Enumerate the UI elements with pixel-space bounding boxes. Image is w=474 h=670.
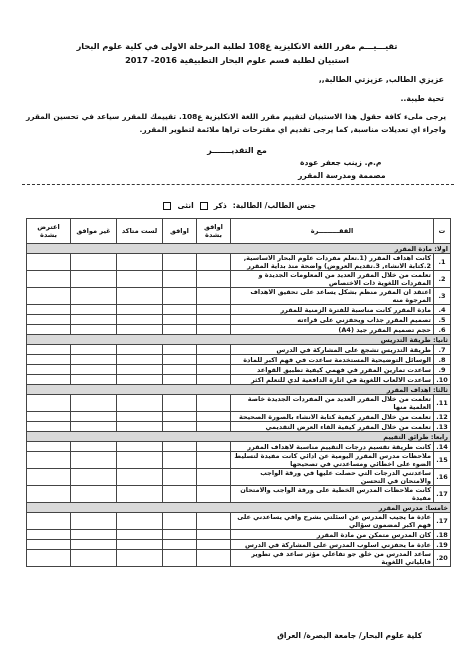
answer-cell-neutral[interactable] (117, 315, 163, 325)
question-row (27, 315, 451, 325)
answer-cell-neutral[interactable] (117, 288, 163, 305)
answer-cell-agree[interactable] (163, 355, 197, 365)
question-row (27, 422, 451, 432)
question-number: 18. (434, 530, 451, 540)
header-strongly-agree: اوافق بشدة (197, 219, 231, 244)
question-text: تعلمت من خلال المقرر العديد من المفردات الجديدة خاصة العلمية منها (231, 395, 434, 412)
answer-cell-disagree[interactable] (71, 271, 117, 288)
header-item: الفقـــــــــرة (231, 219, 434, 244)
answer-cell-strongly-agree[interactable] (197, 365, 231, 375)
question-number: 9. (434, 365, 451, 375)
answer-cell-strongly-agree[interactable] (197, 530, 231, 540)
answer-cell-strongly-disagree[interactable] (27, 422, 71, 432)
gender-female-checkbox[interactable] (163, 202, 171, 210)
answer-cell-neutral[interactable] (117, 345, 163, 355)
answer-cell-disagree[interactable] (71, 288, 117, 305)
question-text: كانت ملاحظات المدرس الخطية على ورقة الواجب والامتحان مفيدة (231, 486, 434, 503)
section-row (27, 385, 451, 395)
answer-cell-neutral[interactable] (117, 530, 163, 540)
section-title: اولا: مادة المقرر (27, 244, 451, 254)
answer-cell-strongly-disagree[interactable] (27, 412, 71, 422)
question-row (27, 452, 451, 469)
header-strongly-disagree: اعترض بشدة (27, 219, 71, 244)
answer-cell-neutral[interactable] (117, 412, 163, 422)
answer-cell-neutral[interactable] (117, 395, 163, 412)
answer-cell-strongly-agree[interactable] (197, 412, 231, 422)
question-text: ساعدت الالعاب اللغوية في اثارة الدافعية لدي للتعلم اكثر (231, 375, 434, 385)
answer-cell-strongly-disagree[interactable] (27, 345, 71, 355)
answer-cell-agree[interactable] (163, 254, 197, 271)
answer-cell-disagree[interactable] (71, 540, 117, 550)
question-number: 16. (434, 469, 451, 486)
answer-cell-strongly-agree[interactable] (197, 271, 231, 288)
title-line-1: تقيـــيـــم مقرر اللغة الانكليزية ع108 لطلبة المرحلة الاولى في كلية علوم البحار (76, 41, 398, 51)
question-row (27, 469, 451, 486)
answer-cell-disagree[interactable] (71, 395, 117, 412)
answer-cell-disagree[interactable] (71, 412, 117, 422)
survey-table (26, 218, 451, 567)
question-number: 17. (434, 513, 451, 530)
answer-cell-strongly-disagree[interactable] (27, 550, 71, 567)
question-text: كانت طريقة تقسيم درجات التقييم مناسبة لاهداف المقرر (231, 442, 434, 452)
question-text: ملاحظات مدرس المقرر اليومية عن ادائي كانت مفيدة لتسليط الضوء على اخطائي ومساعدتي في تصحيحها (231, 452, 434, 469)
answer-cell-disagree[interactable] (71, 315, 117, 325)
answer-cell-strongly-agree[interactable] (197, 305, 231, 315)
section-row (27, 244, 451, 254)
question-number: 5. (434, 315, 451, 325)
question-row (27, 442, 451, 452)
question-text: ساعدتني الدرجات التي حصلت عليها في ورقة الواجب والامتحان في التحسن (231, 469, 434, 486)
section-row (27, 432, 451, 442)
answer-cell-strongly-disagree[interactable] (27, 530, 71, 540)
answer-cell-agree[interactable] (163, 513, 197, 530)
question-text: طريقة التدريس تشجع على المشاركة في الدرس (231, 345, 434, 355)
question-text: الوسائل التوضيحية المستخدمة ساعدت في فهم اكبر للمادة (231, 355, 434, 365)
title-line-2: استبيان لطلبة قسم علوم البحار التطبيقية 2016- 2017 (125, 55, 349, 65)
answer-cell-neutral[interactable] (117, 550, 163, 567)
question-text: عادة ما يحفزني اسلوب المدرس على المشاركة في الدرس (231, 540, 434, 550)
signature-role: مصممة ومدرسة المقرر (298, 171, 386, 180)
question-text: تعلمت من خلال المقرر كيفية القاء العرض التقديمي (231, 422, 434, 432)
answer-cell-neutral[interactable] (117, 254, 163, 271)
answer-cell-agree[interactable] (163, 365, 197, 375)
answer-cell-disagree[interactable] (71, 355, 117, 365)
question-number: 10. (434, 375, 451, 385)
question-row (27, 288, 451, 305)
gender-selector (163, 201, 316, 210)
header-num: ت (434, 219, 451, 244)
answer-cell-disagree[interactable] (71, 469, 117, 486)
answer-cell-strongly-agree[interactable] (197, 288, 231, 305)
answer-cell-agree[interactable] (163, 412, 197, 422)
answer-cell-neutral[interactable] (117, 513, 163, 530)
question-number: 20. (434, 550, 451, 567)
answer-cell-strongly-disagree[interactable] (27, 254, 71, 271)
answer-cell-strongly-agree[interactable] (197, 486, 231, 503)
answer-cell-strongly-disagree[interactable] (27, 540, 71, 550)
question-row (27, 550, 451, 567)
answer-cell-neutral[interactable] (117, 365, 163, 375)
gender-label: جنس الطالب/ الطالبة: (232, 201, 316, 210)
greeting: عزيزي الطالب, عزيزتي الطالبة,, (318, 75, 444, 84)
section-row (27, 335, 451, 345)
survey-table-body (27, 244, 451, 567)
question-text: ساعدت تمارين المقرر في فهمي كيفية تطبيق القواعد (231, 365, 434, 375)
answer-cell-neutral[interactable] (117, 422, 163, 432)
answer-cell-agree[interactable] (163, 315, 197, 325)
answer-cell-strongly-disagree[interactable] (27, 375, 71, 385)
question-row (27, 254, 451, 271)
answer-cell-neutral[interactable] (117, 469, 163, 486)
question-text: اعتقد ان المقرر منظم بشكل يساعد على تحقيق الاهداف المرجوة منه (231, 288, 434, 305)
question-row (27, 530, 451, 540)
question-number: 1. (434, 254, 451, 271)
answer-cell-strongly-disagree[interactable] (27, 365, 71, 375)
question-number: 7. (434, 345, 451, 355)
question-number: 4. (434, 305, 451, 315)
answer-cell-agree[interactable] (163, 422, 197, 432)
answer-cell-agree[interactable] (163, 305, 197, 315)
answer-cell-strongly-disagree[interactable] (27, 325, 71, 335)
answer-cell-strongly-disagree[interactable] (27, 271, 71, 288)
answer-cell-strongly-agree[interactable] (197, 442, 231, 452)
answer-cell-disagree[interactable] (71, 550, 117, 567)
question-row (27, 355, 451, 365)
question-number: 12. (434, 412, 451, 422)
answer-cell-agree[interactable] (163, 345, 197, 355)
question-row (27, 395, 451, 412)
answer-cell-disagree[interactable] (71, 513, 117, 530)
answer-cell-disagree[interactable] (71, 486, 117, 503)
answer-cell-strongly-agree[interactable] (197, 375, 231, 385)
answer-cell-disagree[interactable] (71, 530, 117, 540)
question-text: تصميم المقرر جذاب ويحفزني على قراءته (231, 315, 434, 325)
answer-cell-strongly-agree[interactable] (197, 422, 231, 432)
answer-cell-neutral[interactable] (117, 271, 163, 288)
header-neutral: لست متاكد (117, 219, 163, 244)
section-title: ثالثا: اهداف المقرر (27, 385, 451, 395)
answer-cell-strongly-disagree[interactable] (27, 288, 71, 305)
question-number: 11. (434, 395, 451, 412)
answer-cell-strongly-disagree[interactable] (27, 442, 71, 452)
answer-cell-strongly-disagree[interactable] (27, 469, 71, 486)
answer-cell-disagree[interactable] (71, 452, 117, 469)
answer-cell-strongly-disagree[interactable] (27, 513, 71, 530)
signature-name: م.م. زينب جعفر عودة (300, 158, 382, 167)
question-text: حجم تصميم المقرر جيد (A4) (231, 325, 434, 335)
answer-cell-agree[interactable] (163, 395, 197, 412)
answer-cell-strongly-agree[interactable] (197, 395, 231, 412)
table-header-row (27, 219, 451, 244)
question-number: 17. (434, 486, 451, 503)
answer-cell-strongly-agree[interactable] (197, 315, 231, 325)
answer-cell-strongly-disagree[interactable] (27, 355, 71, 365)
thanks-line: مع التقديـــــــر (207, 146, 267, 155)
answer-cell-neutral[interactable] (117, 442, 163, 452)
question-row (27, 513, 451, 530)
answer-cell-strongly-disagree[interactable] (27, 486, 71, 503)
question-row (27, 365, 451, 375)
answer-cell-neutral[interactable] (117, 375, 163, 385)
question-number: 8. (434, 355, 451, 365)
answer-cell-agree[interactable] (163, 530, 197, 540)
question-text: كان المدرس متمكن من مادة المقرر (231, 530, 434, 540)
answer-cell-strongly-disagree[interactable] (27, 305, 71, 315)
question-number: 3. (434, 288, 451, 305)
gender-male-checkbox[interactable] (200, 202, 208, 210)
salutation: تحية طيبة.. (400, 94, 444, 103)
answer-cell-strongly-disagree[interactable] (27, 395, 71, 412)
document-title (40, 39, 434, 67)
answer-cell-neutral[interactable] (117, 486, 163, 503)
answer-cell-neutral[interactable] (117, 325, 163, 335)
answer-cell-agree[interactable] (163, 325, 197, 335)
section-title: خامسا: مدرس المقرر (27, 503, 451, 513)
answer-cell-disagree[interactable] (71, 345, 117, 355)
answer-cell-agree[interactable] (163, 469, 197, 486)
header-disagree: غير موافق (71, 219, 117, 244)
question-row (27, 375, 451, 385)
question-row (27, 305, 451, 315)
answer-cell-disagree[interactable] (71, 305, 117, 315)
section-title: ثانيا: طريقة التدريس (27, 335, 451, 345)
question-text: ساعد المدرس من خلق جو تفاعلي مؤثر ساعد في تطوير قابلياتي اللغوية (231, 550, 434, 567)
answer-cell-neutral[interactable] (117, 305, 163, 315)
gender-male-label: ذكر (213, 201, 227, 210)
answer-cell-strongly-agree[interactable] (197, 469, 231, 486)
answer-cell-neutral[interactable] (117, 452, 163, 469)
question-row (27, 412, 451, 422)
question-row (27, 325, 451, 335)
answer-cell-strongly-agree[interactable] (197, 452, 231, 469)
answer-cell-strongly-disagree[interactable] (27, 315, 71, 325)
answer-cell-strongly-agree[interactable] (197, 355, 231, 365)
question-text: مادة المقرر كانت مناسبة للفترة الزمنية للمقرر (231, 305, 434, 315)
answer-cell-agree[interactable] (163, 271, 197, 288)
question-text: عادة ما يجيب المدرس عن اسئلتي بشرح وافي يساعدني على فهم اكبر لمضمون سؤالي (231, 513, 434, 530)
question-row (27, 540, 451, 550)
answer-cell-agree[interactable] (163, 442, 197, 452)
separator-line (22, 184, 454, 185)
answer-cell-strongly-disagree[interactable] (27, 452, 71, 469)
question-row (27, 345, 451, 355)
question-row (27, 271, 451, 288)
section-title: رابعا: طرائق التقييم (27, 432, 451, 442)
answer-cell-neutral[interactable] (117, 540, 163, 550)
answer-cell-agree[interactable] (163, 550, 197, 567)
gender-female-label: انثى (177, 201, 194, 210)
section-row (27, 503, 451, 513)
answer-cell-disagree[interactable] (71, 442, 117, 452)
question-text: تعلمت من خلال المقرر كيفية كتابة الانشاء بالصورة الصحيحة (231, 412, 434, 422)
answer-cell-strongly-agree[interactable] (197, 254, 231, 271)
answer-cell-agree[interactable] (163, 375, 197, 385)
question-number: 19. (434, 540, 451, 550)
answer-cell-neutral[interactable] (117, 355, 163, 365)
answer-cell-agree[interactable] (163, 288, 197, 305)
footer: كلية علوم البحار/ جامعة البصرة/ العراق (277, 631, 422, 640)
question-number: 13. (434, 422, 451, 432)
answer-cell-agree[interactable] (163, 540, 197, 550)
answer-cell-strongly-agree[interactable] (197, 513, 231, 530)
answer-cell-disagree[interactable] (71, 325, 117, 335)
question-text: تعلمت من خلال المقرر العديد من المعلومات الجديدة و المفردات اللغوية ذات الاختصاص (231, 271, 434, 288)
answer-cell-strongly-agree[interactable] (197, 540, 231, 550)
question-text: كانت اهداف المقرر (1.تعلم مفردات علوم البحار الاساسية, 2.كتابة الانشاء, 3.تقديم العروض) واضحة منذ بداية المقرر (231, 254, 434, 271)
question-number: 2. (434, 271, 451, 288)
answer-cell-disagree[interactable] (71, 375, 117, 385)
question-row (27, 486, 451, 503)
answer-cell-strongly-agree[interactable] (197, 345, 231, 355)
answer-cell-disagree[interactable] (71, 422, 117, 432)
question-number: 14. (434, 442, 451, 452)
intro-paragraph: يرجى ملىء كافة حقول هذا الاستبيان لتقييم مقرر اللغة الانكليزية ع108. تقييمك للمقرر سياعد في تحسين المقرر واجراء اي تعديلات مناسبة, كما يرجى تقديم اي مقترحات تراها ملائمة لتطوير المقرر. (26, 112, 446, 134)
answer-cell-agree[interactable] (163, 486, 197, 503)
question-number: 15. (434, 452, 451, 469)
answer-cell-disagree[interactable] (71, 365, 117, 375)
answer-cell-strongly-agree[interactable] (197, 325, 231, 335)
answer-cell-strongly-agree[interactable] (197, 550, 231, 567)
answer-cell-disagree[interactable] (71, 254, 117, 271)
header-agree: اوافق (163, 219, 197, 244)
answer-cell-agree[interactable] (163, 452, 197, 469)
question-number: 6. (434, 325, 451, 335)
